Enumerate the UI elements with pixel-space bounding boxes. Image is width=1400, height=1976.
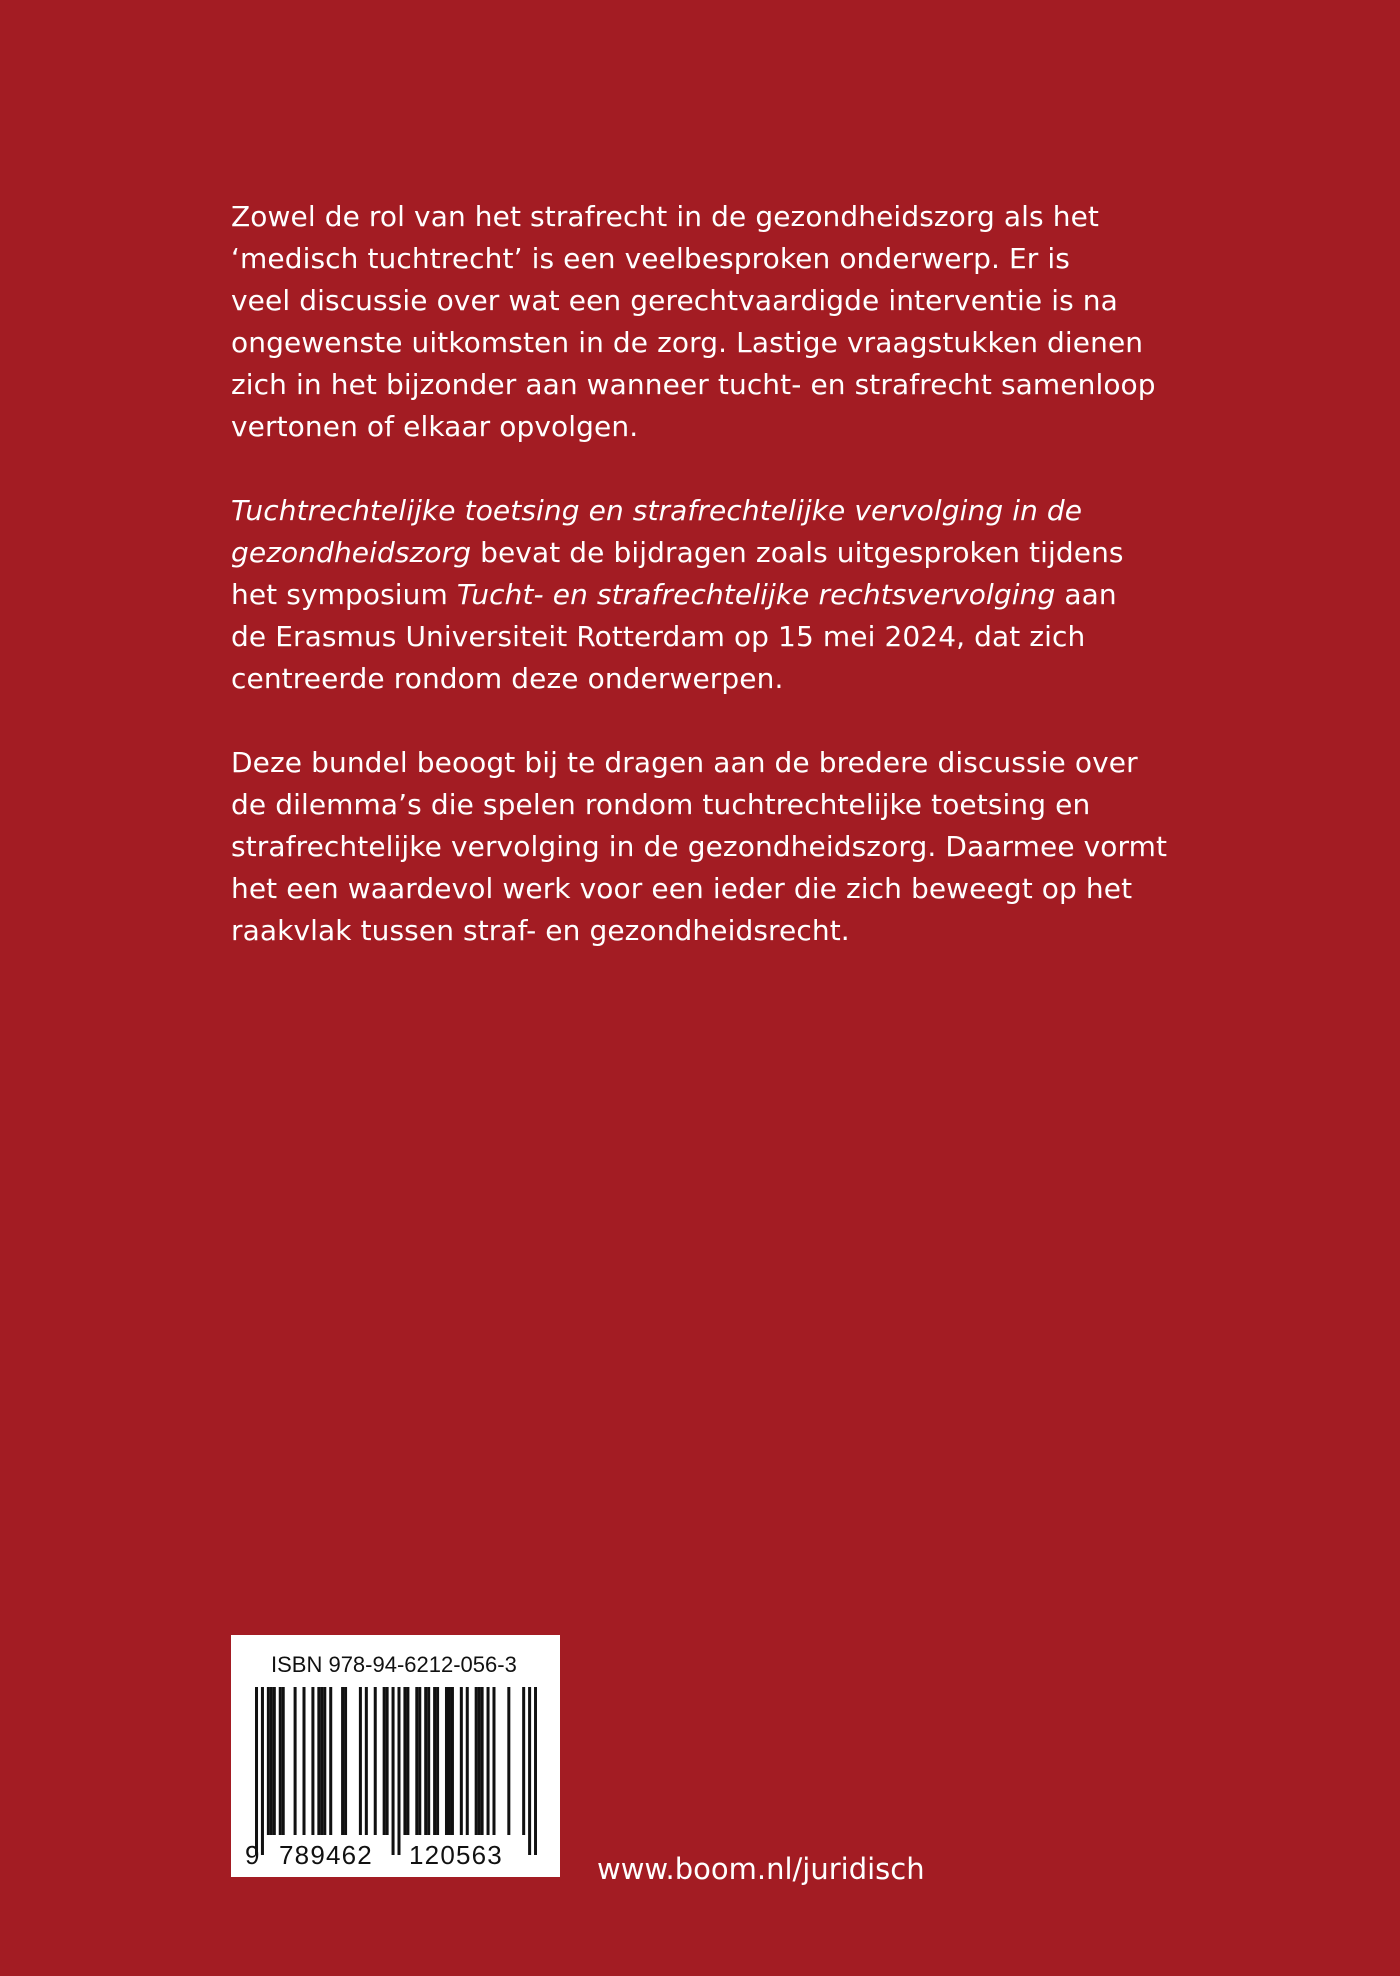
publisher-url: www.boom.nl/juridisch (597, 1852, 925, 1886)
barcode-digits-left: 789462 (279, 1840, 373, 1870)
barcode-bar (329, 1687, 332, 1835)
barcode-bar (481, 1687, 484, 1835)
book-title-italic: Tuchtrechtelijke toetsing en strafrechtelijke vervolging in de (231, 494, 1083, 527)
barcode-bar (294, 1687, 297, 1835)
blurb-paragraph-2 (231, 490, 1191, 700)
barcode-bar (424, 1687, 427, 1835)
barcode-bar (492, 1687, 495, 1835)
barcode-bar (433, 1687, 436, 1835)
barcode-bar (475, 1687, 478, 1835)
blurb-line: ‘medisch tuchtrecht’ is een veelbesproken onderwerp. Er is (231, 242, 1070, 275)
barcode-bar (344, 1687, 347, 1835)
barcode-bar (267, 1687, 270, 1835)
blurb-line: raakvlak tussen straf- en gezondheidsrecht. (231, 914, 850, 947)
barcode-bar (451, 1687, 454, 1835)
barcode-bar (279, 1687, 282, 1835)
barcode-bar (383, 1687, 386, 1835)
barcode-bar (466, 1687, 469, 1835)
barcode-bar (522, 1687, 525, 1835)
blurb (231, 196, 1191, 994)
blurb-line: strafrechtelijke vervolging in de gezondheidszorg. Daarmee vormt (231, 830, 1168, 863)
blurb-paragraph-1 (231, 196, 1191, 448)
barcode-bar (397, 1687, 400, 1855)
book-title-italic: gezondheidszorg (231, 536, 472, 569)
blurb-text: aan (1055, 578, 1117, 611)
blurb-line: centreerde rondom deze onderwerpen. (231, 662, 784, 695)
barcode-bar (317, 1687, 320, 1835)
barcode-bar (341, 1687, 344, 1835)
blurb-text: bevat de bijdragen zoals uitgesproken tijdens (471, 536, 1124, 569)
barcode-bar (406, 1687, 409, 1835)
barcode-bar (528, 1687, 531, 1855)
blurb-line: het een waardevol werk voor een ieder die zich beweegt op het (231, 872, 1133, 905)
blurb-line: ongewenste uitkomsten in de zorg. Lastige vraagstukken dienen (231, 326, 1144, 359)
barcode-bar (273, 1687, 276, 1835)
blurb-line: de Erasmus Universiteit Rotterdam op 15 mei 2024, dat zich (231, 620, 1086, 653)
barcode-digit-prefix: 9 (245, 1840, 261, 1870)
barcode-bar (261, 1687, 264, 1855)
barcode-bar (270, 1687, 273, 1835)
barcode-bar (365, 1687, 368, 1835)
blurb-line: veel discussie over wat een gerechtvaardigde interventie is na (231, 284, 1118, 317)
barcode-bar (323, 1687, 326, 1835)
barcode-bar (320, 1687, 323, 1835)
isbn-barcode (231, 1635, 560, 1877)
barcode-digits-right: 120563 (409, 1840, 503, 1870)
barcode-bars (255, 1687, 537, 1855)
blurb-line (231, 532, 1191, 574)
isbn-label: ISBN 978-94-6212-056-3 (271, 1652, 517, 1677)
blurb-line: de dilemma’s die spelen rondom tuchtrechtelijke toetsing en (231, 788, 1091, 821)
blurb-line (231, 490, 1191, 532)
barcode-bar (445, 1687, 448, 1835)
blurb-line: vertonen of elkaar opvolgen. (231, 410, 639, 443)
barcode-bar (359, 1687, 362, 1835)
barcode-bar (460, 1687, 463, 1835)
barcode-bar (478, 1687, 481, 1835)
barcode-bar (302, 1687, 305, 1835)
barcode-bar (392, 1687, 395, 1855)
barcode-bar (403, 1687, 406, 1835)
blurb-line: zich in het bijzonder aan wanneer tucht- en strafrecht samenloop (231, 368, 1156, 401)
blurb-line: Deze bundel beoogt bij te dragen aan de bredere discussie over (231, 746, 1138, 779)
barcode-bar (311, 1687, 314, 1835)
blurb-text: het symposium (231, 578, 457, 611)
barcode-bar (448, 1687, 451, 1835)
barcode-bar (427, 1687, 430, 1835)
barcode-bar (436, 1687, 439, 1835)
barcode-bar (415, 1687, 418, 1835)
barcode-bar (374, 1687, 377, 1835)
barcode-bar (487, 1687, 490, 1835)
blurb-line: Zowel de rol van het strafrecht in de gezondheidszorg als het (231, 200, 1099, 233)
barcode-bar (282, 1687, 285, 1835)
barcode-bar (534, 1687, 537, 1855)
barcode-bar (255, 1687, 258, 1855)
barcode-bar (507, 1687, 510, 1835)
barcode-bar (418, 1687, 421, 1835)
blurb-line (231, 574, 1191, 616)
symposium-title-italic: Tucht- en strafrechtelijke rechtsvervolging (456, 578, 1056, 611)
blurb-paragraph-3 (231, 742, 1191, 952)
barcode-bar (386, 1687, 389, 1835)
